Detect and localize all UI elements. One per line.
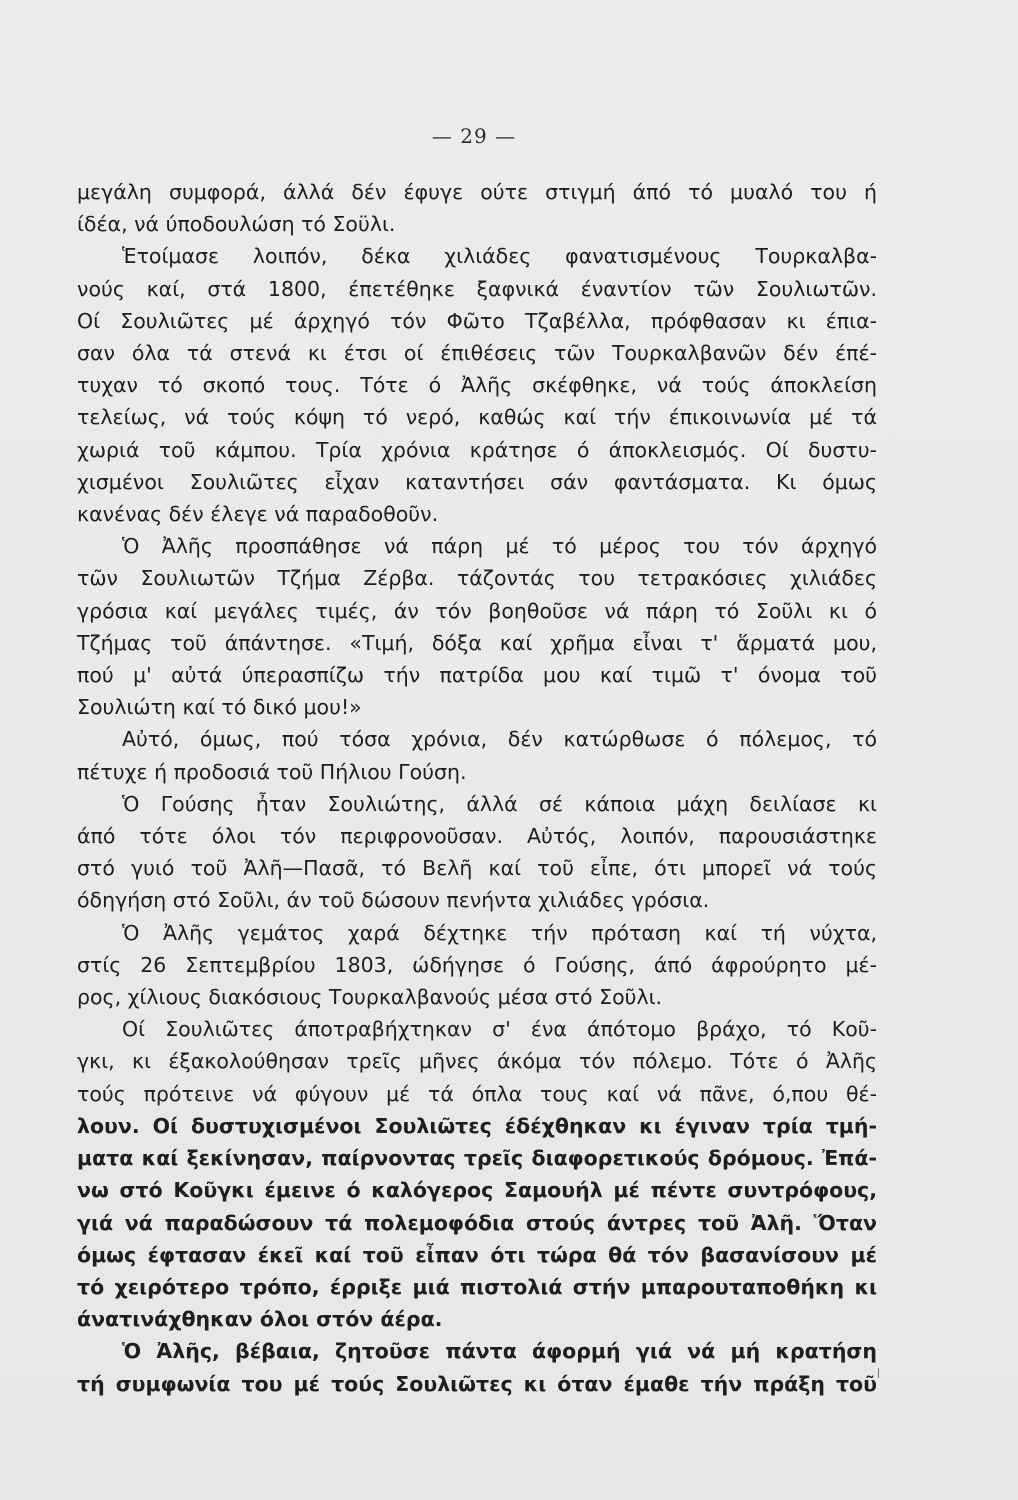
text-line: σαν όλα τά στενά κι έτσι οί έπιθέσεις τῶν Τουρκαλβανῶν δέν έπέ- [77, 341, 877, 366]
text-line: τό χειρότερο τρόπο, έρριξε μιά πιστολιά στήν μπαρουταποθήκη κι [77, 1274, 877, 1299]
text-line: Αὐτό, όμως, πού τόσα χρόνια, δέν κατώρθωσε ό πόλεμος, τό [122, 727, 877, 752]
text-line: κανένας δέν έλεγε νά παραδοθοῦν. [77, 502, 439, 527]
text-line: Ὁ Ἀλῆς γεμάτος χαρά δέχτηκε τήν πρόταση καί τή νύχτα, [122, 920, 877, 945]
text-line: Οί Σουλιῶτες άποτραβήχτηκαν σ' ένα άπότομο βράχο, τό Κοῦ- [122, 1017, 877, 1042]
text-line: Τζήμας τοῦ άπάντησε. «Τιμή, δόξα καί χρῆμα εἶναι τ' ἅρματά μου, [77, 630, 877, 655]
text-line: Ἑτοίμασε λοιπόν, δέκα χιλιάδες φανατισμένους Τουρκαλβα- [122, 244, 877, 269]
text-line: πέτυχε ή προδοσιά τοῦ Πήλιου Γούση. [77, 759, 467, 784]
text-line: όδηγήση στό Σοῦλι, άν τοῦ δώσουν πενήντα χιλιάδες γρόσια. [77, 888, 710, 913]
body-text [77, 176, 877, 1400]
text-line: ματα καί ξεκίνησαν, παίρνοντας τρεῖς διαφορετικούς δρόμους. Ἐπά- [77, 1146, 877, 1171]
text-line: γρόσια καί μεγάλες τιμές, άν τόν βοηθοῦσε νά πάρη τό Σοῦλι κι ό [77, 598, 877, 623]
text-line: τυχαν τό σκοπό τους. Τότε ό Ἀλῆς σκέφθηκε, νά τούς άποκλείση [77, 373, 877, 398]
text-line: όμως έφτασαν έκεῖ καί τοῦ εἶπαν ότι τώρα θά τόν βασανίσουν μέ [77, 1242, 877, 1267]
text-line: ίδέα, νά ύποδουλώση τό Σοϋλι. [77, 212, 396, 237]
page-number: — 29 — [431, 124, 517, 148]
text-line: πού μ' αὐτά ύπερασπίζω τήν πατρίδα μου καί τιμῶ τ' όνομα τοῦ [77, 663, 877, 688]
text-line: γιά νά παραδώσουν τά πολεμοφόδια στούς άντρες τοῦ Ἀλῆ. Ὅταν [77, 1210, 877, 1235]
text-line: στίς 26 Σεπτεμβρίου 1803, ώδήγησε ό Γούσης, άπό άφρούρητο μέ- [77, 952, 877, 977]
text-line: λουν. Οί δυστυχισμένοι Σουλιῶτες έδέχθηκαν κι έγιναν τρία τμή- [77, 1113, 877, 1138]
text-line: άπό τότε όλοι τόν περιφρονοῦσαν. Αὐτός, λοιπόν, παρουσιάστηκε [77, 824, 877, 849]
text-line: άνατινάχθηκαν όλοι στόν άέρα. [77, 1307, 443, 1332]
text-line: Σουλιώτη καί τό δικό μου!» [77, 695, 362, 720]
text-line: γκι, κι έξακολούθησαν τρεῖς μῆνες άκόμα τόν πόλεμο. Τότε ό Ἀλῆς [77, 1049, 877, 1074]
text-line: Ὁ Γούσης ἦταν Σουλιώτης, άλλά σέ κάποια μάχη δειλίασε κι [122, 791, 877, 816]
text-line: τούς πρότεινε νά φύγουν μέ τά όπλα τους καί νά πᾶνε, ό,που θέ- [77, 1081, 877, 1106]
text-line: τελείως, νά τούς κόψη τό νερό, καθώς καί τήν έπικοινωνία μέ τά [77, 405, 877, 430]
text-line: τή συμφωνία του μέ τούς Σουλιῶτες κι όταν έμαθε τήν πράξη τοῦ [77, 1371, 877, 1396]
text-line: τῶν Σουλιωτῶν Τζήμα Ζέρβα. τάζοντάς του τετρακόσιες χιλιάδες [77, 566, 877, 591]
text-line: Ὁ Ἀλῆς προσπάθησε νά πάρη μέ τό μέρος του τόν άρχηγό [122, 534, 877, 559]
text-line: ρος, χίλιους διακόσιους Τουρκαλβανούς μέσα στό Σοῦλι. [77, 985, 663, 1010]
text-line: νω στό Κοῦγκι έμεινε ό καλόγερος Σαμουήλ μέ πέντε συντρόφους, [77, 1178, 877, 1203]
text-line: Οί Σουλιῶτες μέ άρχηγό τόν Φῶτο Τζαβέλλα, πρόφθασαν κι έπια- [77, 308, 877, 333]
text-line: χισμένοι Σουλιῶτες εἶχαν καταντήσει σάν φαντάσματα. Κι όμως [77, 469, 877, 494]
text-line: μεγάλη συμφορά, άλλά δέν έφυγε ούτε στιγμή άπό τό μυαλό του ή [77, 180, 877, 204]
text-line: νούς καί, στά 1800, έπετέθηκε ξαφνικά έναντίον τῶν Σουλιωτῶν. [77, 276, 877, 301]
text-line: χωριά τοῦ κάμπου. Τρία χρόνια κράτησε ό άποκλεισμός. Οί δυστυ- [77, 437, 877, 462]
stray-ink-mark [878, 1368, 879, 1378]
text-line: Ὁ Ἀλῆς, βέβαια, ζητοῦσε πάντα άφορμή γιά νά μή κρατήση [122, 1339, 877, 1364]
text-line: στό γυιό τοῦ Ἀλῆ—Πασᾶ, τό Βελῆ καί τοῦ εἶπε, ότι μπορεῖ νά τούς [77, 856, 877, 881]
